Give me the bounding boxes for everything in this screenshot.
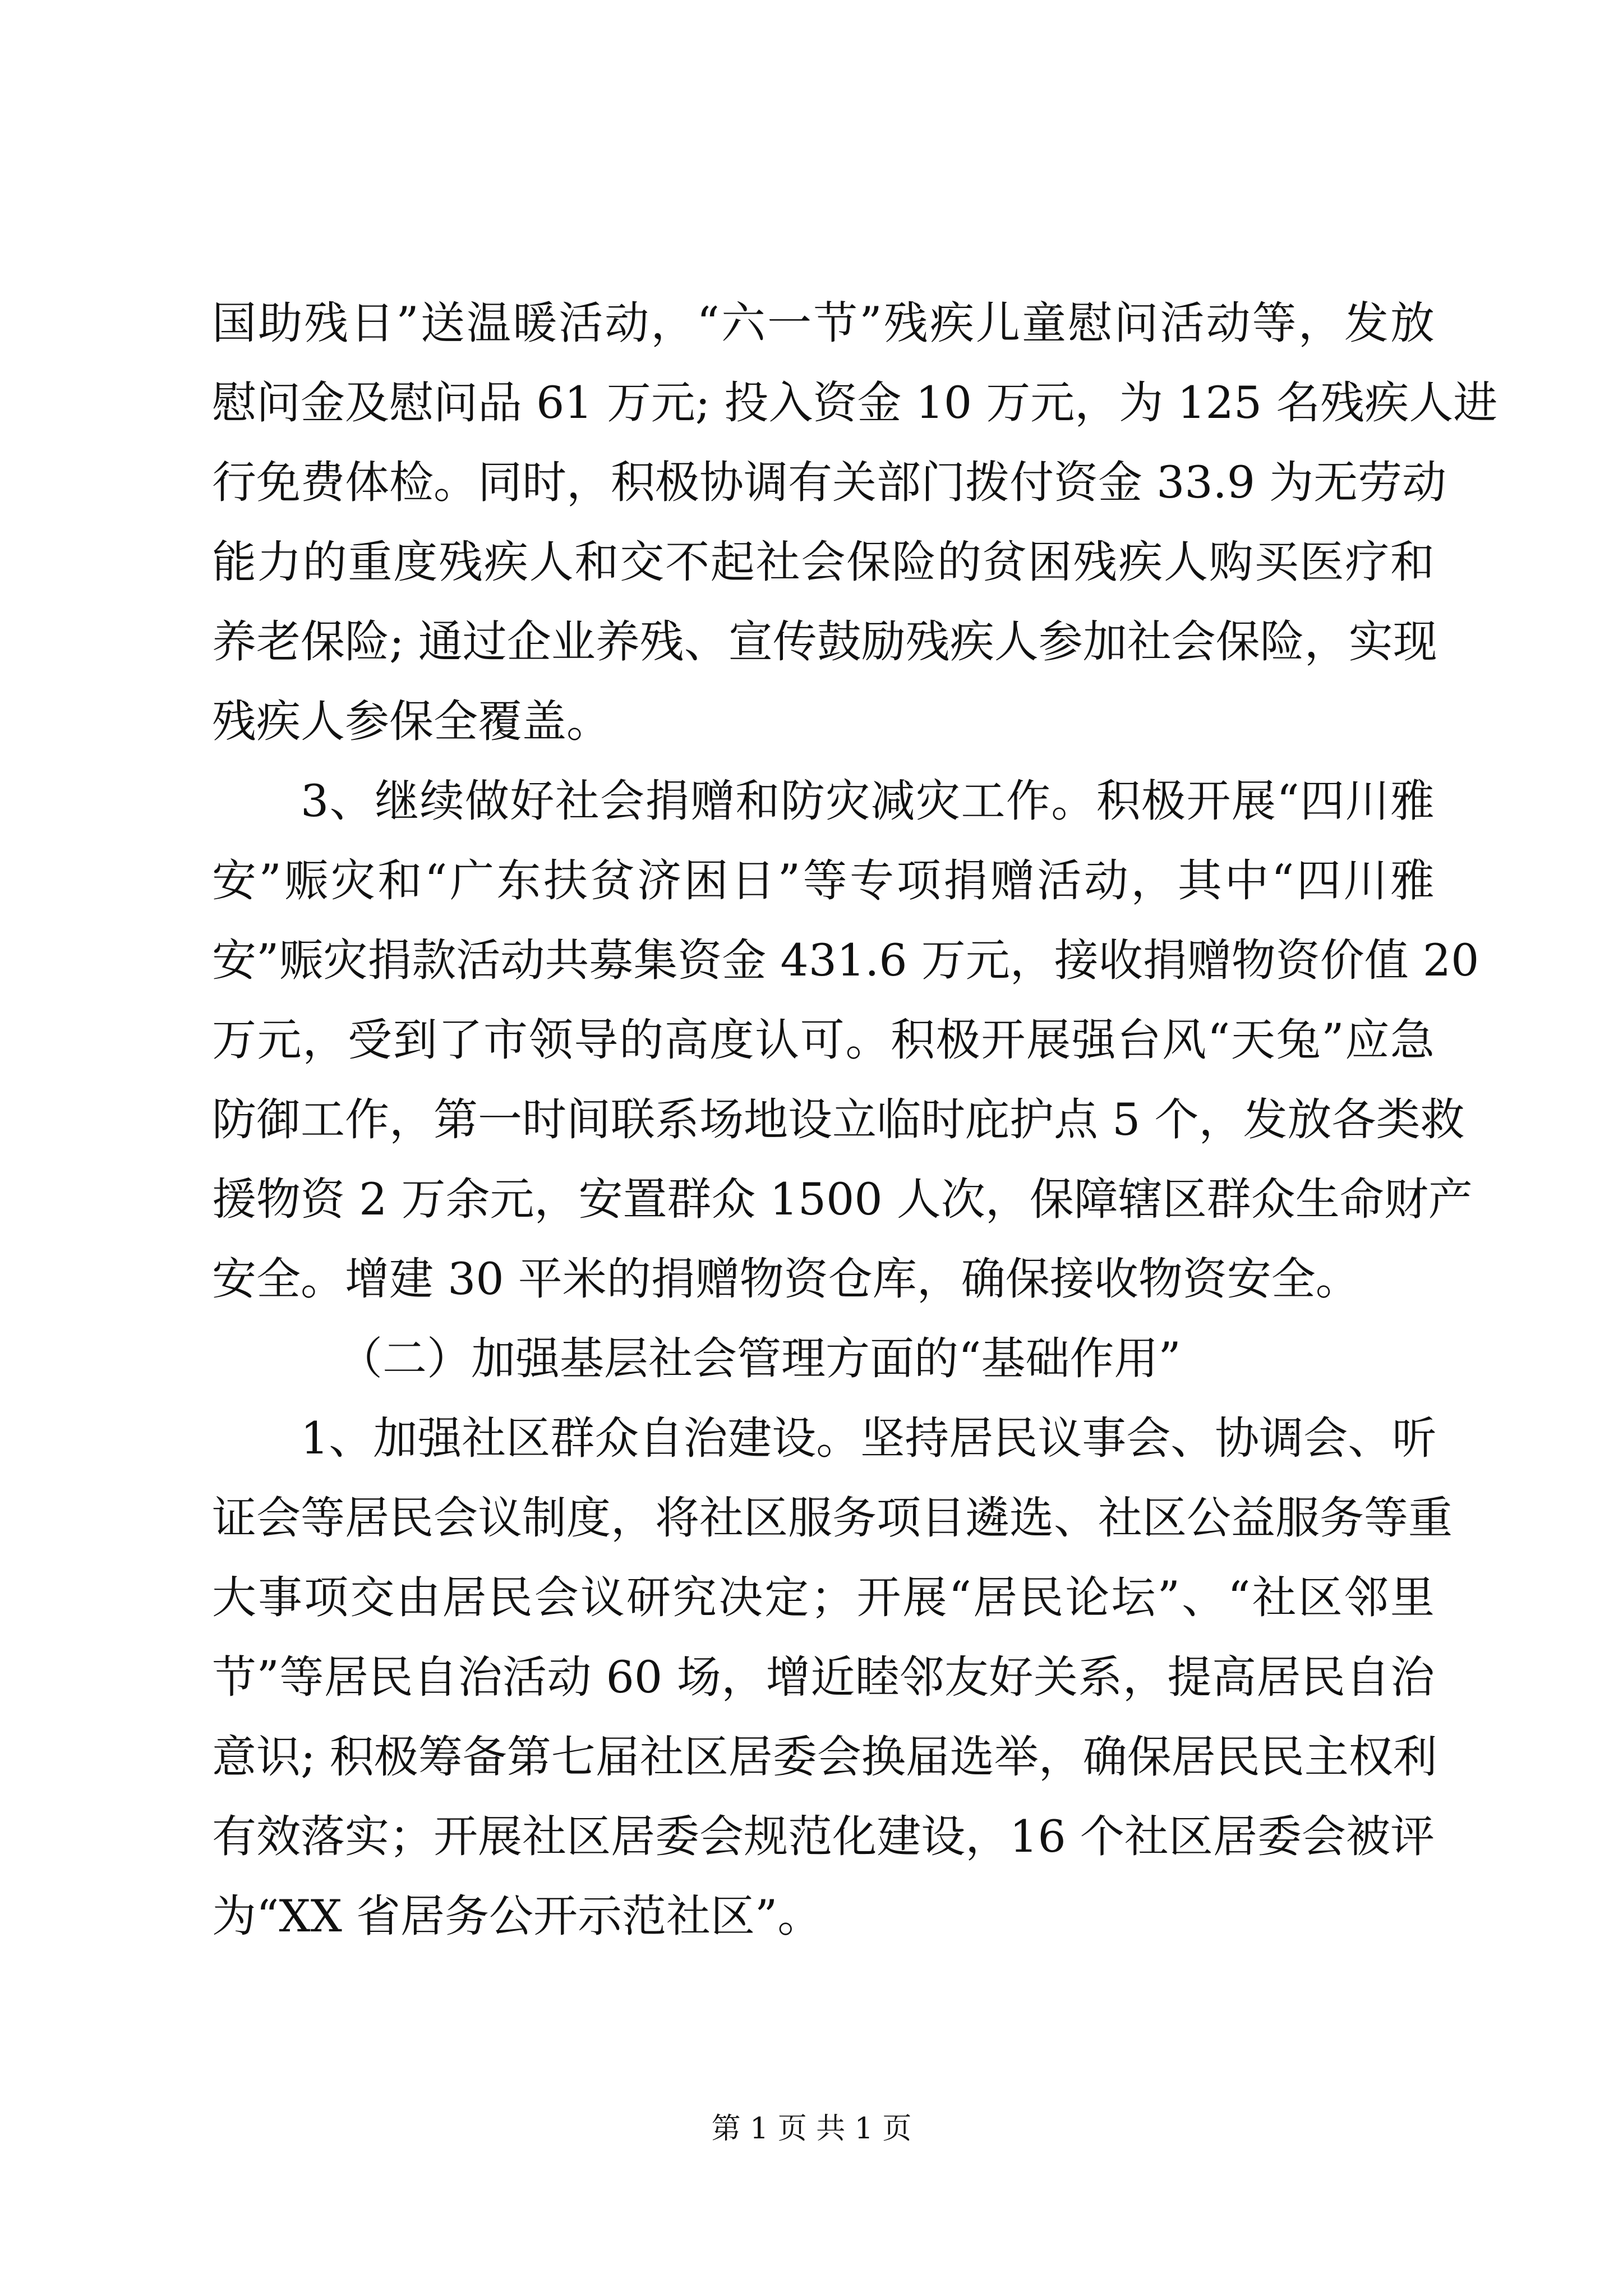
paragraph-line: 安全。增建 30 平米的捐赠物资仓库，确保接收物资安全。 — [212, 1253, 1360, 1305]
paragraph-line: 安”赈灾和“广东扶贫济困日”等专项捐赠活动，其中“四川雅 — [212, 855, 1435, 907]
paragraph-line: 安”赈灾捐款活动共募集资金 431.6 万元，接收捐赠物资价值 20 — [212, 935, 1479, 986]
paragraph-line: 节”等居民自治活动 60 场，增近睦邻友好关系，提高居民自治 — [212, 1651, 1435, 1703]
paragraph-line: 行免费体检。同时，积极协调有关部门拨付资金 33.9 为无劳动 — [212, 457, 1447, 508]
paragraph-line: 残疾人参保全覆盖。 — [212, 696, 611, 747]
page-footer — [0, 2109, 1623, 2148]
paragraph-line: 为“XX 省居务公开示范社区”。 — [212, 1890, 822, 1942]
paragraph-line: 大事项交由居民会议研究决定；开展“居民论坛”、“社区邻里 — [212, 1572, 1435, 1623]
paragraph-line: 国助残日”送温暖活动，“六一节”残疾儿童慰问活动等，发放 — [212, 297, 1435, 349]
paragraph-line: 3、继续做好社会捐赠和防灾减灾工作。积极开展“四川雅 — [301, 775, 1435, 827]
paragraph-line: 意识; 积极筹备第七届社区居委会换届选举，确保居民民主权利 — [212, 1731, 1437, 1783]
paragraph-line: 证会等居民会议制度，将社区服务项目遴选、社区公益服务等重 — [212, 1492, 1453, 1544]
paragraph-line: 援物资 2 万余元，安置群众 1500 人次，保障辖区群众生命财产 — [212, 1174, 1473, 1225]
paragraph-line: 防御工作，第一时间联系场地设立临时庇护点 5 个，发放各类救 — [212, 1094, 1465, 1145]
paragraph-line: 1、加强社区群众自治建设。坚持居民议事会、协调会、听 — [301, 1412, 1437, 1464]
paragraph-line: 养老保险; 通过企业养残、宣传鼓励残疾人参加社会保险，实现 — [212, 616, 1437, 668]
paragraph-line: 万元，受到了市领导的高度认可。积极开展强台风“天兔”应急 — [212, 1014, 1435, 1066]
page-number-label: 第 1 页 共 1 页 — [711, 2112, 912, 2146]
paragraph-line: 慰问金及慰问品 61 万元; 投入资金 10 万元，为 125 名残疾人进 — [212, 377, 1498, 429]
document-body — [212, 283, 1498, 1956]
paragraph-line: 能力的重度残疾人和交不起社会保险的贫困残疾人购买医疗和 — [212, 536, 1435, 588]
paragraph-line: 有效落实；开展社区居委会规范化建设，16 个社区居委会被评 — [212, 1811, 1435, 1862]
section-heading: （二）加强基层社会管理方面的“基础作用” — [338, 1333, 1181, 1384]
